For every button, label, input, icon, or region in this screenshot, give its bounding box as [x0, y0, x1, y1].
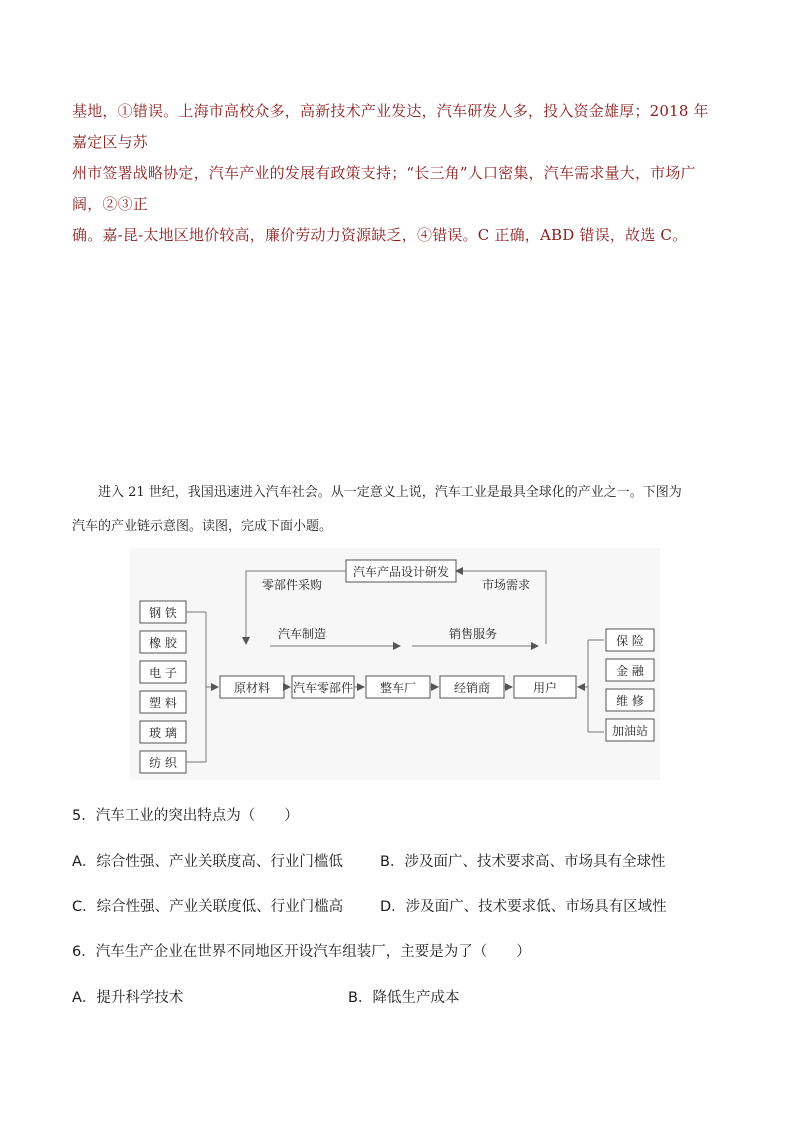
answer-line: 确。嘉-昆-太地区地价较高，廉价劳动力资源缺乏，④错误。C 正确，ABD 错误，故选 C。	[72, 226, 688, 244]
question-5-option-d[interactable]: D．涉及面广、技术要求低、市场具有区域性	[380, 899, 667, 915]
input-steel: 钢 铁	[149, 606, 177, 620]
chain-dealer: 经销商	[453, 681, 491, 695]
chain-user: 用户	[532, 681, 558, 695]
question-6-option-b[interactable]: B．降低生产成本	[348, 990, 460, 1006]
input-textiles: 纺 织	[149, 756, 177, 770]
service-gas-station: 加油站	[611, 724, 649, 738]
input-glass: 玻 璃	[149, 726, 177, 740]
service-insurance: 保 险	[616, 634, 644, 648]
input-rubber: 橡 胶	[149, 636, 177, 650]
intro-line: 汽车的产业链示意图。读图，完成下面小题。	[72, 519, 333, 534]
question-5-stem: 5．汽车工业的突出特点为（ ）	[72, 808, 299, 824]
parts-purchase-label: 零部件采购	[261, 578, 323, 592]
service-repair: 维 修	[616, 694, 644, 708]
question-5-option-b[interactable]: B．涉及面广、技术要求高、市场具有全球性	[380, 854, 666, 870]
answer-line: 基地，①错误。上海市高校众多，高新技术产业发达，汽车研发人多，投入资金雄厚；2018 年嘉定区与苏	[72, 102, 709, 151]
input-electronics: 电 子	[149, 666, 177, 680]
design-rd-label: 汽车产品设计研发	[352, 565, 450, 579]
diagram-background	[130, 548, 660, 780]
question-6-option-a[interactable]: A．提升科学技术	[72, 990, 184, 1006]
sales-service-label: 销售服务	[448, 627, 498, 641]
chain-assembly-plant: 整车厂	[379, 681, 417, 695]
service-finance: 金 融	[616, 664, 644, 678]
answer-explanation	[72, 96, 722, 251]
chain-auto-parts: 汽车零部件	[292, 681, 354, 695]
question-intro	[72, 476, 722, 544]
diagram-svg	[130, 548, 660, 780]
auto-industry-chain-diagram	[130, 548, 660, 780]
intro-line: 进入 21 世纪，我国迅速进入汽车社会。从一定意义上说，汽车工业是最具全球化的产业之一。下图为	[98, 485, 682, 500]
question-5-option-a[interactable]: A．综合性强、产业关联度高、行业门槛低	[72, 854, 343, 870]
question-5-option-c[interactable]: C．综合性强、产业关联度低、行业门槛高	[72, 899, 344, 915]
input-plastics: 塑 料	[149, 696, 177, 710]
chain-raw-materials: 原材料	[233, 681, 271, 695]
answer-line: 州市签署战略协定，汽车产业的发展有政策支持；“长三角”人口密集，汽车需求量大，市场广阔，②③正	[72, 164, 696, 213]
main-chain	[220, 676, 576, 698]
market-demand-label: 市场需求	[481, 578, 531, 592]
question-6-stem: 6．汽车生产企业在世界不同地区开设汽车组装厂，主要是为了（ ）	[72, 944, 531, 960]
manufacturing-label: 汽车制造	[277, 627, 327, 641]
